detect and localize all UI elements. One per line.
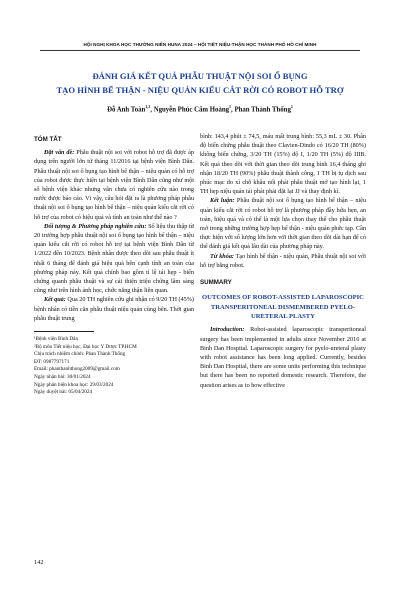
author-2: Nguyễn Phúc Cẩm Hoàng xyxy=(153,106,230,114)
author-1: Đỗ Anh Toàn xyxy=(107,106,146,114)
footnote-accepted: Ngày duyệt bài: 05/04/2024 xyxy=(34,389,93,396)
results-text: Qua 20 TH nghiên cứu ghi nhận có 9/20 TH (45%) bệnh nhân có tiền căn phẫu thuật niệu quản cùng bên. Thời gian phẫu thuật trung xyxy=(34,296,194,322)
results-continued: bình: 143,4 phút ± 74,5, máu mất trung bình: 55,3 mL ± 30. Phân độ biến chứng phẫu thuật theo Clavien-Dindo có 16/20 TH (80%) không biến chứng, 3/20 TH (15%) độ I, 1/20 TH (5%) độ IIIB. Kết quả theo dõi với thời gian theo dõi trung bình 16,4 tháng ghi nhận 18/20 TH (90%) phẫu thuật thành công, 1 TH bị tụ dịch sau phúc mạc do xì chỗ khâu nối phải phẫu thuật mở tạo hình lại, 1 TH hẹp niệu quản tái phát phải đặt lại JJ và thay định kì. xyxy=(200,133,366,196)
methods-text: Số liệu thu thập từ 20 trường hợp phẫu thuật nội soi ổ bụng tạo hình bể thận – niệu quản kiểu cắt rời có robot hỗ trợ tại bệnh viện Bình Dân từ 1/2022 đến 10/2023. Bệnh nhân được theo dõi sau phẫu thuật ít nhất 6 tháng để đánh giá hiệu quả bên cạnh tính an toàn của phương pháp này. Kết quả chính bao gồm tỉ lệ tái hẹp - biến chứng quanh phẫu thuật và sự cải thiện triệu chứng lâm sàng cũng như trên hình ảnh học, chức năng thận liên quan. xyxy=(34,222,194,295)
page-number: 142 xyxy=(34,559,44,566)
footnote-received: Ngày nhận bài: 30/01/2024 xyxy=(34,374,91,381)
background-text: Phẫu thuật nội soi với robot hỗ trợ đã được áp dụng trên người lớn từ tháng 11/2016 tại bệnh viện Bình Dân. Phẫu thuật nội soi ổ bụng tạo hình bể thận – niệu quản có hỗ trợ của robot được thực hiện tại bệnh viện Bình Dân cũng như một số bệnh viện khác nhưng vẫn chưa có nghiên cứu nào trong nước được báo cáo. Vì vậy, câu hỏi đặt ra là phương pháp phẫu thuật nội soi ổ bụng tạo hình bể thận – niệu quản kiểu cắt rời có hỗ trợ của robot có hiệu quả và tính an toàn như thế nào ? xyxy=(34,149,195,221)
conclusion-label: Kết luận: xyxy=(210,197,235,205)
abstract-heading: TÓM TẮT xyxy=(34,136,62,143)
author-2-affil: 1 xyxy=(229,104,232,109)
introduction-text: Robot-assisted laparoscopic transperitoneal surgery has been implemented in adults since November 2016 at Binh Dan Hospital. Laparoscopic surgery for pyelo-ureteral plasty with robot assistance has been long applied. Currently, besides Binh Dan Hospital, there are some units performing this technique but there has been no reported domestic research. Therefore, the question arises as to how effective xyxy=(200,326,367,389)
results-label: Kết quả: xyxy=(44,296,66,304)
conclusion-text: Phẫu thuật nội soi ổ bụng tạo hình bể thận – niệu quản kiểu cắt rời có robot hỗ trợ là phương pháp đầy hứa hẹn, an toàn, hiệu quả và có thể là một lựa chọn thay thế cho phẫu thuật mở trong những trường hợp hẹp bể thận - niệu quản phức tạp. Cần thực hiện với số lượng lớn hơn với thời gian theo dõi dài hạn để có thể đánh giá kết quả lâu dài của phương pháp này. xyxy=(200,197,366,251)
footnote-reviewed: Ngày phản biện khoa học: 29/03/2024 xyxy=(34,381,114,388)
running-header: HỘI NGHỊ KHOA HỌC THƯỜNG NIÊN HUNA 2024 – HỘI TIẾT NIỆU-THẬN HỌC THÀNH PHỐ HỒ CHÍ MINH xyxy=(83,42,317,47)
background-paragraph xyxy=(34,148,194,222)
footnote-corresponding: Chịu trách nhiệm chính: Phan Thành Thống xyxy=(34,351,126,358)
footnote-affiliation-1: ¹Bệnh viện Bình Dân xyxy=(34,336,79,343)
footnote-email: Email: phanthanhthong2009@gmail.com xyxy=(34,366,120,373)
introduction-label: Introduction: xyxy=(210,326,245,334)
left-column xyxy=(34,135,194,397)
methods-paragraph xyxy=(34,222,194,296)
summary-heading: SUMMARY xyxy=(200,279,232,287)
introduction-paragraph xyxy=(200,325,366,389)
right-column xyxy=(200,132,366,390)
author-3: Phan Thành Thống xyxy=(234,106,291,114)
author-list: Đỗ Anh Toàn$^{1,2}$, Nguyễn Phúc Cẩm Hoàng$^1$, Phan Thành Thống$^1$ xyxy=(107,104,293,114)
methods-label: Đối tượng & Phương pháp nghiên cứu: xyxy=(44,222,147,230)
summary-title: OUTCOMES OF ROBOT-ASSISTED LAPAROSCOPIC TRANSPERITONEAL DISMEMBERED PYELO-URETERAL PLASTY xyxy=(202,294,364,321)
footnote-phone: ĐT: 0987797171 xyxy=(34,358,70,365)
article-title-line-1: ĐÁNH GIÁ KẾT QUẢ PHẪU THUẬT NỘI SOI Ổ BỤNG xyxy=(92,71,308,81)
background-label: Đặt vấn đề: xyxy=(44,149,75,157)
header-rule xyxy=(40,50,360,51)
footnote-affiliation-2: ²Bộ môn Tiết niệu học, Đại học Y Dược TP.HCM xyxy=(34,343,137,350)
keywords-paragraph xyxy=(200,252,366,270)
author-3-affil: 1 xyxy=(290,104,293,109)
article-title-line-2: TẠO HÌNH BỂ THẬN - NIỆU QUẢN KIỂU CẮT RỜI CÓ ROBOT HỖ TRỢ xyxy=(56,85,344,95)
conclusion-paragraph xyxy=(200,196,366,251)
footnote-rule xyxy=(34,331,94,332)
author-1-affil: 1,2 xyxy=(145,104,151,109)
results-paragraph xyxy=(34,295,194,323)
keywords-label: Từ khóa: xyxy=(210,252,234,260)
keywords-text: Tạo hình bể thận - niệu quản, Phẫu thuật nội soi với hỗ trợ bằng robot. xyxy=(200,252,366,269)
